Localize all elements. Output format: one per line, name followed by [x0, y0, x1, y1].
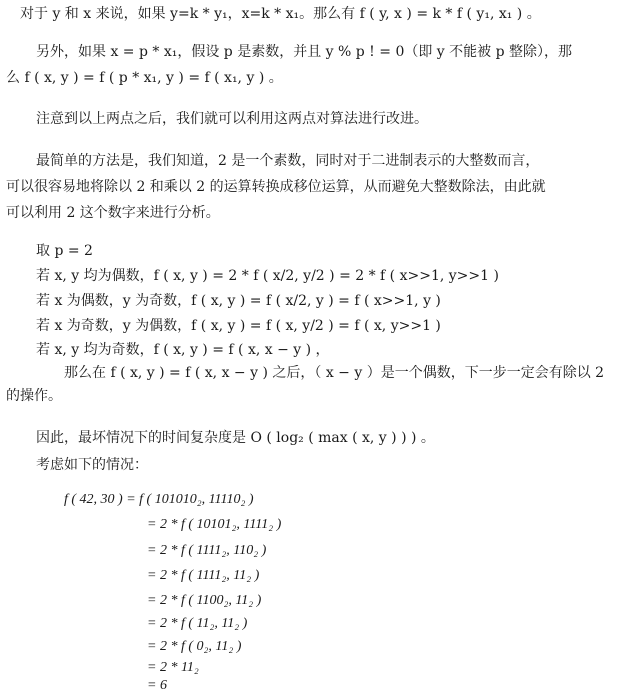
paragraph-improvement-note: 注意到以上两点之后，我们就可以利用这两点对算法进行改进。 — [36, 111, 428, 127]
case-both-odd-note-line2: 的操作。 — [6, 388, 62, 404]
case-take-p: 取 p = 2 — [36, 243, 93, 259]
example-step-8: = 6 — [147, 678, 167, 693]
example-step-2: = 2 * f ( 1111₂, 110₂ ) — [147, 543, 267, 558]
example-step-7: = 2 * 11₂ — [147, 660, 199, 675]
paragraph-prime-rule-line2: 么 f ( x, y ) = f ( p * x₁, y ) = f ( x₁, y ) 。 — [6, 70, 283, 86]
case-x-odd-y-even: 若 x 为奇数，y 为偶数，f ( x, y ) = f ( x, y/2 ) = f ( x, y>>1 ) — [36, 318, 441, 334]
paragraph-method-line3: 可以利用 2 这个数字来进行分析。 — [6, 205, 220, 221]
case-both-odd-note-line1: 那么在 f ( x, y ) = f ( x, x − y ) 之后，（ x − y ）是一个偶数，下一步一定会有除以 2 — [64, 365, 605, 381]
paragraph-method-line2: 可以很容易地将除以 2 和乘以 2 的运算转换成移位运算，从而避免大整数除法，由此就 — [6, 179, 546, 195]
paragraph-method-line1: 最简单的方法是，我们知道，2 是一个素数，同时对于二进制表示的大整数而言， — [36, 153, 540, 169]
example-step-3: = 2 * f ( 1111₂, 11₂ ) — [147, 568, 260, 583]
example-step-1: = 2 * f ( 10101₂, 1111₂ ) — [147, 517, 282, 532]
paragraph-prime-rule-line1: 另外，如果 x = p * x₁，假设 p 是素数，并且 y % p ! = 0（即 y 不能被 p 整除），那 — [36, 44, 573, 60]
case-x-even-y-odd: 若 x 为偶数，y 为奇数，f ( x, y ) = f ( x/2, y ) = f ( x>>1, y ) — [36, 293, 441, 309]
complexity-statement: 因此，最坏情况下的时间复杂度是 O ( log₂ ( max ( x, y ) ) ) 。 — [36, 430, 435, 446]
example-step-5: = 2 * f ( 11₂, 11₂ ) — [147, 616, 248, 631]
example-step-6: = 2 * f ( 0₂, 11₂ ) — [147, 639, 242, 654]
example-step-4: = 2 * f ( 1100₂, 11₂ ) — [147, 593, 262, 608]
example-step-0: f ( 42, 30 ) = f ( 101010₂, 11110₂ ) — [64, 492, 254, 507]
paragraph-scaling-rule: 对于 y 和 x 来说，如果 y=k * y₁，x=k * x₁。那么有 f ( y, x ) = k * f ( y₁, x₁ ) 。 — [20, 6, 541, 22]
consider-heading: 考虑如下的情况： — [36, 457, 148, 473]
case-both-odd: 若 x, y 均为奇数，f ( x, y ) = f ( x, x − y ) ， — [36, 342, 330, 358]
case-both-even: 若 x, y 均为偶数，f ( x, y ) = 2 * f ( x/2, y/2 ) = 2 * f ( x>>1, y>>1 ) — [36, 268, 499, 284]
